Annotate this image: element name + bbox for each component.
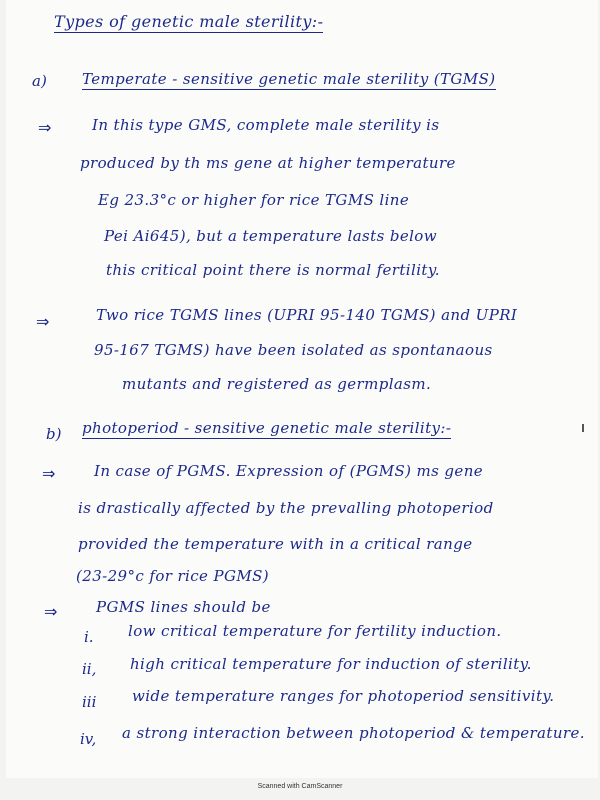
list-item: wide temperature ranges for photoperiod sensitivity. — [132, 687, 555, 705]
text-line: provided the temperature with in a critical range — [78, 535, 473, 553]
arrow-icon: ⇒ — [44, 602, 58, 621]
text-line: this critical point there is normal fertility. — [106, 261, 440, 279]
notebook-sheet — [6, 0, 598, 778]
text-line: produced by th ms gene at higher temperature — [80, 154, 456, 172]
margin-mark — [582, 424, 584, 432]
list-number: ii, — [82, 660, 97, 678]
list-number: i. — [84, 628, 94, 646]
section-b-heading: photoperiod - sensitive genetic male sterility:- — [82, 419, 452, 437]
scanner-watermark: Scanned with CamScanner — [257, 783, 343, 790]
list-item: a strong interaction between photoperiod & temperature. — [122, 724, 585, 742]
text-line: PGMS lines should be — [96, 598, 271, 616]
text-line: In this type GMS, complete male sterility is — [92, 116, 440, 134]
list-number: iii — [82, 693, 97, 711]
text-line: (23-29°c for rice PGMS) — [76, 567, 270, 585]
arrow-icon: ⇒ — [36, 312, 50, 331]
list-number: iv, — [80, 730, 97, 748]
text-line: is drastically affected by the prevalling photoperiod — [78, 499, 494, 517]
text-line: Pei Ai645), but a temperature lasts below — [104, 227, 437, 245]
arrow-icon: ⇒ — [38, 118, 52, 137]
text-line: Two rice TGMS lines (UPRI 95-140 TGMS) and UPRI — [96, 306, 518, 324]
section-b-marker: b) — [46, 425, 62, 443]
text-line: 95-167 TGMS) have been isolated as spontanaous — [94, 341, 493, 359]
page-title: Types of genetic male sterility:- — [54, 12, 324, 31]
arrow-icon: ⇒ — [42, 464, 56, 483]
text-line: Eg 23.3°c or higher for rice TGMS line — [98, 191, 410, 209]
list-item: high critical temperature for induction of sterility. — [130, 655, 532, 673]
text-line: mutants and registered as germplasm. — [122, 375, 432, 393]
section-a-marker: a) — [32, 72, 47, 90]
list-item: low critical temperature for fertility induction. — [128, 622, 502, 640]
text-line: In case of PGMS. Expression of (PGMS) ms gene — [94, 462, 484, 480]
section-a-heading: Temperate - sensitive genetic male sterility (TGMS) — [82, 70, 496, 88]
